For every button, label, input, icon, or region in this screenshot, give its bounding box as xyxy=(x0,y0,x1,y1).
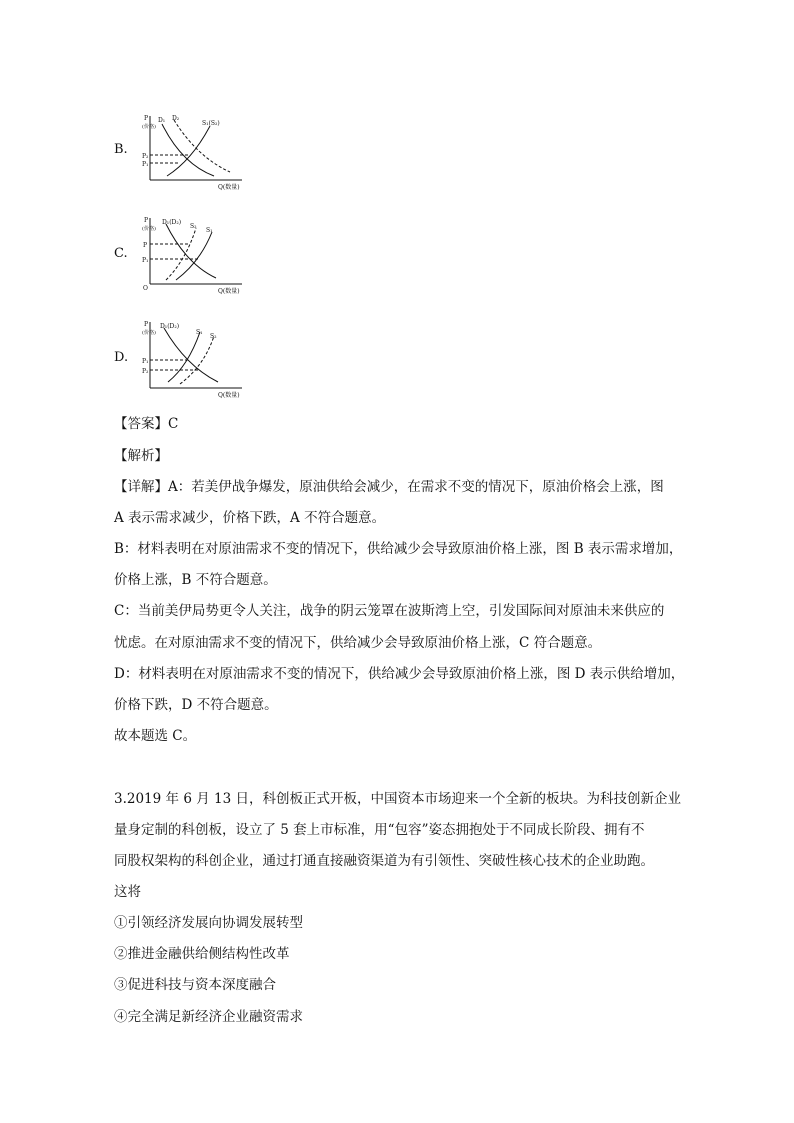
choice-4: ④完全满足新经济企业融资需求 xyxy=(114,1009,303,1025)
graph-d xyxy=(142,318,252,400)
question-line: 量身定制的科创板，设立了 5 套上市标准，用“包容”姿态拥抱处于不同成长阶段、拥有不 xyxy=(114,822,645,838)
analysis-heading: 【解析】 xyxy=(114,448,168,464)
choice-1: ①引领经济发展向协调发展转型 xyxy=(114,915,303,931)
p-axis-label: P xyxy=(144,217,149,224)
s2-label: S₂ xyxy=(210,333,217,340)
p-axis-sub: (价格) xyxy=(142,226,156,232)
analysis-line: 价格上涨，B 不符合题意。 xyxy=(114,572,277,588)
s2-curve xyxy=(166,228,196,280)
p1-label: P₁ xyxy=(142,161,149,168)
analysis-line: A 表示需求减少，价格下跌，A 不符合题意。 xyxy=(114,510,386,526)
choice-3: ③促进科技与资本深度融合 xyxy=(114,977,276,993)
analysis-line: 【详解】A：若美伊战争爆发，原油供给会减少，在需求不变的情况下，原油价格会上涨，图 xyxy=(114,479,664,495)
p-label: P xyxy=(143,242,148,249)
origin-label: O xyxy=(143,285,148,292)
choice-2: ②推进金融供给侧结构性改革 xyxy=(114,946,290,962)
d-label: D₁(D₂) xyxy=(162,219,182,226)
option-d-label: D. xyxy=(114,350,129,365)
p-axis-label: P xyxy=(144,321,149,328)
s2-label: S₂ xyxy=(190,223,197,230)
p2-label: P₂ xyxy=(142,368,149,375)
question-line: 这将 xyxy=(114,884,141,900)
d1-label: D₁ xyxy=(158,117,166,124)
analysis-line: 价格下跌，D 不符合题意。 xyxy=(114,697,278,713)
graph-c xyxy=(142,214,252,296)
analysis-line: B：材料表明在对原油需求不变的情况下，供给减少会导致原油价格上涨，图 B 表示需求增加， xyxy=(114,541,683,557)
analysis-line: D：材料表明在对原油需求不变的情况下，供给减少会导致原油价格上涨，图 D 表示供给增加， xyxy=(114,666,685,682)
p1-label: P₁ xyxy=(142,358,149,365)
s1-curve xyxy=(167,126,210,176)
d2-label: D₂ xyxy=(172,115,180,122)
p-axis-label: P xyxy=(144,115,149,122)
d1-curve xyxy=(162,124,214,176)
question-line: 同股权架构的科创企业，通过打通直接融资渠道为有引领性、突破性核心技术的企业助跑。 xyxy=(114,853,654,869)
s1-curve xyxy=(168,332,200,382)
s1-label: S₁ xyxy=(206,227,213,234)
p-axis-sub: (价格) xyxy=(142,330,156,336)
d-label: D₁(D₂) xyxy=(160,323,180,330)
graph-b xyxy=(142,112,252,192)
answer-line: 【答案】C xyxy=(114,416,179,432)
option-c-label: C. xyxy=(114,246,128,261)
q-axis-label: Q(数量) xyxy=(218,392,240,399)
p1-label: P₁ xyxy=(142,257,149,264)
p2-label: P₂ xyxy=(142,153,149,160)
conclusion-line: 故本题选 C。 xyxy=(114,728,197,744)
p-axis-sub: (价格) xyxy=(142,124,156,130)
q-axis-label: Q(数量) xyxy=(218,184,240,191)
analysis-line: 忧虑。在对原油需求不变的情况下，供给减少会导致原油价格上涨，C 符合题意。 xyxy=(114,635,602,651)
question-line: 3.2019 年 6 月 13 日，科创板正式开板，中国资本市场迎来一个全新的板块。为科技创新企业 xyxy=(114,791,681,807)
analysis-line: C：当前美伊局势更令人关注，战争的阴云笼罩在波斯湾上空，引发国际间对原油未来供应的 xyxy=(114,603,665,619)
option-b-label: B. xyxy=(114,142,128,157)
q-axis-label: Q(数量) xyxy=(218,288,240,295)
s-label: S₁(S₂) xyxy=(202,120,220,127)
s1-label: S₁ xyxy=(196,329,203,336)
